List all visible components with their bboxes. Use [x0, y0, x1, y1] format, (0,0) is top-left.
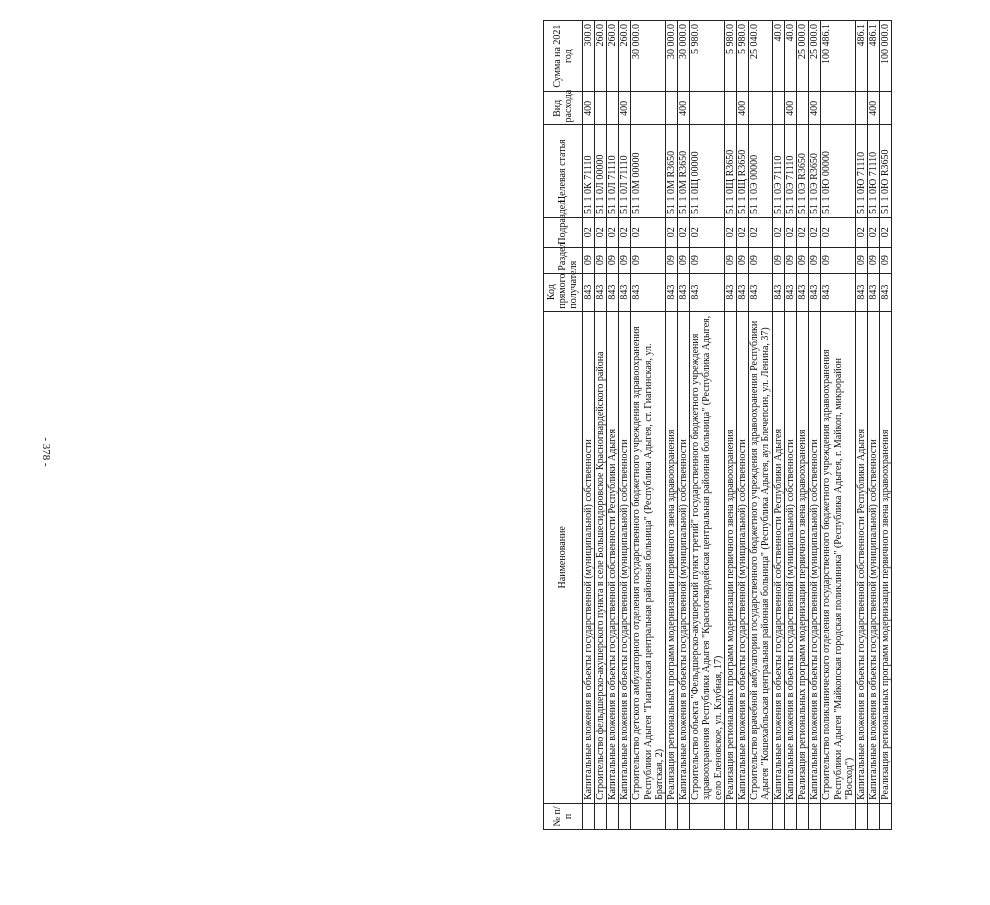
row-subsection-cell: 02	[868, 217, 880, 247]
row-amount-cell: 260.0	[619, 21, 631, 92]
row-code-cell: 843	[665, 273, 677, 311]
row-amount-cell: 5 980.0	[737, 21, 749, 92]
row-subsection-cell: 02	[690, 217, 725, 247]
row-code-cell: 843	[619, 273, 631, 311]
row-name-cell: Реализация региональных программ модернизации первичного звена здравоохранения	[880, 311, 892, 803]
row-expense-cell: 400	[809, 92, 821, 125]
row-amount-cell: 30 000.0	[631, 21, 666, 92]
row-section-cell: 09	[606, 247, 618, 273]
row-name-cell: Строительство фельдшерско-акушерского пункта в селе Большесидоровское Красногвардейского района	[594, 311, 606, 803]
row-target-cell: 51 1 0Э R3650	[809, 125, 821, 218]
table-body	[582, 21, 892, 830]
row-name-cell: Капитальные вложения в объекты государственной (муниципальной) собственности	[678, 311, 690, 803]
row-section-cell: 09	[749, 247, 772, 273]
table-row	[784, 21, 796, 830]
row-num-cell	[594, 803, 606, 829]
table-row	[619, 21, 631, 830]
row-code-cell: 843	[772, 273, 784, 311]
table-row	[631, 21, 666, 830]
row-expense-cell	[772, 92, 784, 125]
row-num-cell	[631, 803, 666, 829]
row-section-cell: 09	[631, 247, 666, 273]
row-amount-cell: 25 000.0	[809, 21, 821, 92]
row-target-cell: 51 1 0М R3650	[665, 125, 677, 218]
row-subsection-cell: 02	[784, 217, 796, 247]
header-expense-type: Вид расхода	[544, 92, 583, 125]
row-num-cell	[665, 803, 677, 829]
row-code-cell: 843	[690, 273, 725, 311]
row-num-cell	[724, 803, 736, 829]
row-target-cell: 51 1 0Ю 00000	[821, 125, 856, 218]
row-subsection-cell: 02	[809, 217, 821, 247]
header-recipient-code: Код прямого получателя	[544, 273, 583, 311]
row-expense-cell: 400	[737, 92, 749, 125]
row-name-cell: Строительство объекта "Фельдшерско-акушерский пункт третий" государственного бюджетного учреждения здравоохранения Республики Адыгея "Красногвардейская центральная районная больница" (Республика Адыгея, село Еленовское, ул. Клубная, 17)	[690, 311, 725, 803]
page-number: - 378 -	[40, 437, 52, 467]
row-target-cell: 51 1 0Э 71110	[772, 125, 784, 218]
row-amount-cell: 486.1	[868, 21, 880, 92]
row-expense-cell: 400	[678, 92, 690, 125]
row-code-cell: 843	[809, 273, 821, 311]
row-target-cell: 51 1 0Э 00000	[749, 125, 772, 218]
row-code-cell: 843	[821, 273, 856, 311]
table-row	[821, 21, 856, 830]
row-amount-cell: 25 040.0	[749, 21, 772, 92]
header-subsection: Подраздел	[544, 217, 583, 247]
header-num: № п/п	[544, 803, 583, 829]
row-target-cell: 51 1 0Л 71110	[606, 125, 618, 218]
table-row	[594, 21, 606, 830]
row-expense-cell: 400	[868, 92, 880, 125]
row-name-cell: Реализация региональных программ модернизации первичного звена здравоохранения	[796, 311, 808, 803]
table-row	[606, 21, 618, 830]
row-section-cell: 09	[880, 247, 892, 273]
row-section-cell: 09	[868, 247, 880, 273]
row-subsection-cell: 02	[606, 217, 618, 247]
row-section-cell: 09	[821, 247, 856, 273]
row-num-cell	[821, 803, 856, 829]
row-name-cell: Реализация региональных программ модернизации первичного звена здравоохранения	[724, 311, 736, 803]
row-expense-cell	[749, 92, 772, 125]
row-amount-cell: 30 000.0	[665, 21, 677, 92]
row-section-cell: 09	[772, 247, 784, 273]
row-section-cell: 09	[855, 247, 867, 273]
row-code-cell: 843	[594, 273, 606, 311]
budget-table	[543, 20, 892, 830]
row-subsection-cell: 02	[724, 217, 736, 247]
header-name: Наименование	[544, 311, 583, 803]
row-code-cell: 843	[737, 273, 749, 311]
row-name-cell: Реализация региональных программ модернизации первичного звена здравоохранения	[665, 311, 677, 803]
row-num-cell	[784, 803, 796, 829]
row-target-cell: 51 1 0Э R3650	[796, 125, 808, 218]
table-row	[796, 21, 808, 830]
row-expense-cell	[631, 92, 666, 125]
row-expense-cell	[594, 92, 606, 125]
row-subsection-cell: 02	[594, 217, 606, 247]
table-row	[690, 21, 725, 830]
row-expense-cell	[821, 92, 856, 125]
row-amount-cell: 300.0	[582, 21, 594, 92]
table-row	[582, 21, 594, 830]
row-amount-cell: 100 000.0	[880, 21, 892, 92]
row-amount-cell: 5 980.0	[690, 21, 725, 92]
table-row	[809, 21, 821, 830]
row-expense-cell	[855, 92, 867, 125]
row-expense-cell: 400	[582, 92, 594, 125]
header-section: Раздел	[544, 247, 583, 273]
row-target-cell: 51 1 0Э 71110	[784, 125, 796, 218]
row-amount-cell: 40.0	[772, 21, 784, 92]
table-row	[880, 21, 892, 830]
row-num-cell	[582, 803, 594, 829]
row-name-cell: Капитальные вложения в объекты государственной собственности Республики Адыгея	[855, 311, 867, 803]
row-subsection-cell: 02	[678, 217, 690, 247]
row-name-cell: Капитальные вложения в объекты государственной собственности Республики Адыгея	[772, 311, 784, 803]
table-row	[749, 21, 772, 830]
row-num-cell	[619, 803, 631, 829]
row-amount-cell: 100 486.1	[821, 21, 856, 92]
row-expense-cell: 400	[619, 92, 631, 125]
row-num-cell	[606, 803, 618, 829]
row-subsection-cell: 02	[821, 217, 856, 247]
row-section-cell: 09	[784, 247, 796, 273]
table-row	[772, 21, 784, 830]
row-expense-cell	[690, 92, 725, 125]
row-num-cell	[749, 803, 772, 829]
row-amount-cell: 5 980.0	[724, 21, 736, 92]
row-subsection-cell: 02	[772, 217, 784, 247]
row-amount-cell: 30 000.0	[678, 21, 690, 92]
row-code-cell: 843	[880, 273, 892, 311]
row-name-cell: Капитальные вложения в объекты государственной (муниципальной) собственности	[737, 311, 749, 803]
table-row	[868, 21, 880, 830]
row-subsection-cell: 02	[665, 217, 677, 247]
row-section-cell: 09	[690, 247, 725, 273]
row-target-cell: 51 1 0Щ R3650	[737, 125, 749, 218]
table-row	[678, 21, 690, 830]
row-expense-cell	[606, 92, 618, 125]
row-code-cell: 843	[855, 273, 867, 311]
row-code-cell: 843	[749, 273, 772, 311]
row-subsection-cell: 02	[796, 217, 808, 247]
row-num-cell	[678, 803, 690, 829]
row-code-cell: 843	[631, 273, 666, 311]
row-code-cell: 843	[678, 273, 690, 311]
row-target-cell: 51 1 0Л 71110	[619, 125, 631, 218]
header-target: Целевая статья	[544, 125, 583, 218]
header-amount: Сумма на 2021 год	[544, 21, 583, 92]
row-code-cell: 843	[784, 273, 796, 311]
row-subsection-cell: 02	[631, 217, 666, 247]
row-expense-cell	[880, 92, 892, 125]
row-amount-cell: 486.1	[855, 21, 867, 92]
row-amount-cell: 260.0	[606, 21, 618, 92]
row-expense-cell: 400	[784, 92, 796, 125]
row-subsection-cell: 02	[737, 217, 749, 247]
table-row	[724, 21, 736, 830]
row-target-cell: 51 1 0К 71110	[582, 125, 594, 218]
row-name-cell: Капитальные вложения в объекты государственной (муниципальной) собственности	[619, 311, 631, 803]
row-section-cell: 09	[724, 247, 736, 273]
row-name-cell: Строительство детского амбулаторного отделения государственного бюджетного учреждения здравоохранения Республики Адыгея "Гиагинская центральная районная больница" (Республика Адыгея, ст. Гиагинская, ул. Братская, 2)	[631, 311, 666, 803]
row-num-cell	[855, 803, 867, 829]
row-section-cell: 09	[594, 247, 606, 273]
row-name-cell: Капитальные вложения в объекты государственной (муниципальной) собственности	[784, 311, 796, 803]
row-section-cell: 09	[678, 247, 690, 273]
row-name-cell: Строительство врачебной амбулатории государственного бюджетного учреждения здравоохранения Республики Адыгея "Кошехабльская центральная районная больница" (Республика Адыгея, аул Блечепсин, ул. Ленина, 37)	[749, 311, 772, 803]
row-code-cell: 843	[868, 273, 880, 311]
row-target-cell: 51 1 0Л 00000	[594, 125, 606, 218]
row-target-cell: 51 1 0Ю 71110	[868, 125, 880, 218]
row-name-cell: Строительство поликлинического отделения государственного бюджетного учреждения здравоохранения Республики Адыгея "Майкопская городская поликлиника" (Республика Адыгея, г. Майкоп, микрорайон "Восход")	[821, 311, 856, 803]
row-section-cell: 09	[665, 247, 677, 273]
row-section-cell: 09	[582, 247, 594, 273]
row-section-cell: 09	[619, 247, 631, 273]
row-subsection-cell: 02	[582, 217, 594, 247]
row-subsection-cell: 02	[749, 217, 772, 247]
row-num-cell	[880, 803, 892, 829]
row-num-cell	[690, 803, 725, 829]
row-amount-cell: 260.0	[594, 21, 606, 92]
row-expense-cell	[724, 92, 736, 125]
table-row	[665, 21, 677, 830]
row-target-cell: 51 1 0Ю 71110	[855, 125, 867, 218]
row-section-cell: 09	[809, 247, 821, 273]
rotated-page	[540, 0, 990, 865]
row-amount-cell: 25 000.0	[796, 21, 808, 92]
row-name-cell: Капитальные вложения в объекты государственной (муниципальной) собственности	[868, 311, 880, 803]
row-code-cell: 843	[724, 273, 736, 311]
table-row	[855, 21, 867, 830]
row-target-cell: 51 1 0Ю R3650	[880, 125, 892, 218]
row-target-cell: 51 1 0Щ R3650	[724, 125, 736, 218]
row-code-cell: 843	[582, 273, 594, 311]
row-amount-cell: 40.0	[784, 21, 796, 92]
row-code-cell: 843	[796, 273, 808, 311]
table-row	[737, 21, 749, 830]
row-num-cell	[868, 803, 880, 829]
row-subsection-cell: 02	[880, 217, 892, 247]
table-header-row	[544, 21, 583, 830]
row-subsection-cell: 02	[855, 217, 867, 247]
row-num-cell	[772, 803, 784, 829]
row-expense-cell	[665, 92, 677, 125]
row-code-cell: 843	[606, 273, 618, 311]
row-section-cell: 09	[796, 247, 808, 273]
row-expense-cell	[796, 92, 808, 125]
row-name-cell: Капитальные вложения в объекты государственной собственности Республики Адыгея	[606, 311, 618, 803]
row-num-cell	[737, 803, 749, 829]
row-num-cell	[809, 803, 821, 829]
row-target-cell: 51 1 0М 00000	[631, 125, 666, 218]
row-name-cell: Капитальные вложения в объекты государственной (муниципальной) собственности	[582, 311, 594, 803]
row-num-cell	[796, 803, 808, 829]
row-target-cell: 51 1 0М R3650	[678, 125, 690, 218]
row-section-cell: 09	[737, 247, 749, 273]
row-subsection-cell: 02	[619, 217, 631, 247]
row-name-cell: Капитальные вложения в объекты государственной (муниципальной) собственности	[809, 311, 821, 803]
row-target-cell: 51 1 0Щ 00000	[690, 125, 725, 218]
